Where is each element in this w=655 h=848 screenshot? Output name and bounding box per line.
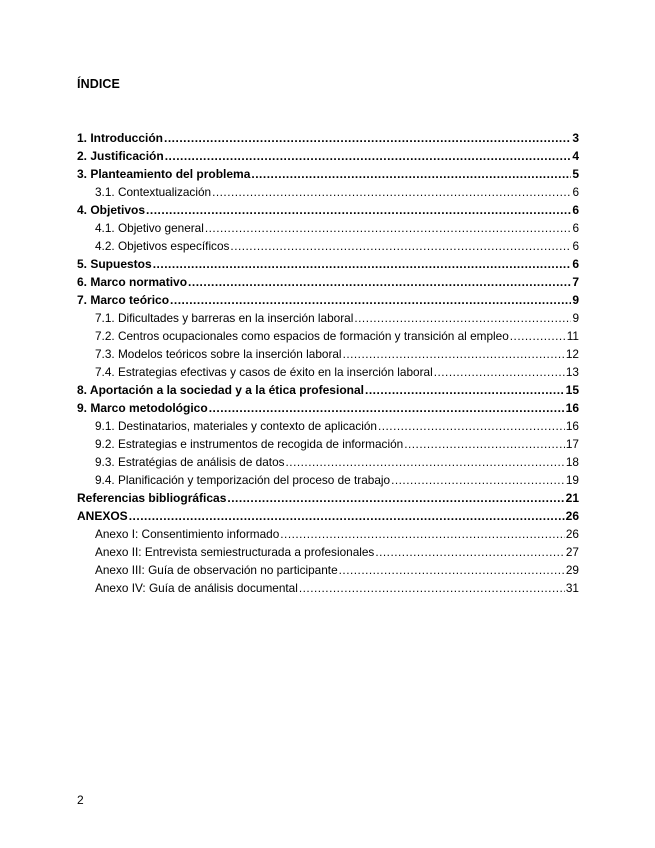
toc-leader-dots: [434, 363, 565, 381]
toc-entry-page: 13: [565, 365, 579, 379]
toc-leader-dots: [188, 273, 571, 291]
toc-leader-dots: [227, 489, 564, 507]
toc-entry-label: Anexo I: Consentimiento informado: [95, 527, 280, 541]
toc-entry-label: 3. Planteamiento del problema: [77, 167, 251, 181]
toc-entry[interactable]: [77, 201, 579, 219]
toc-subentry[interactable]: [77, 417, 579, 435]
toc-leader-dots: [230, 237, 571, 255]
toc-leader-dots: [153, 255, 572, 273]
toc-leader-dots: [170, 291, 571, 309]
toc-annex-entry[interactable]: [77, 525, 579, 543]
toc-entry-label: 8. Aportación a la sociedad y a la ética profesional: [77, 383, 364, 397]
toc-entry-page: 12: [565, 347, 579, 361]
toc-entry-page: 6: [572, 185, 579, 199]
toc-entry-label: 9. Marco metodológico: [77, 401, 208, 415]
toc-entry-page: 26: [565, 509, 579, 523]
toc-leader-dots: [251, 165, 571, 183]
toc-entry-label: 7.3. Modelos teóricos sobre la inserción laboral: [95, 347, 342, 361]
page-number: 2: [77, 793, 84, 807]
toc-leader-dots: [343, 345, 565, 363]
toc-entry-page: 26: [565, 527, 579, 541]
toc-entry-page: 18: [565, 455, 579, 469]
toc-entry-label: 1. Introducción: [77, 131, 164, 145]
toc-entry[interactable]: [77, 291, 579, 309]
toc-entry[interactable]: [77, 147, 579, 165]
toc-entry-label: 9.2. Estrategias e instrumentos de recogida de información: [95, 437, 404, 451]
toc-subentry[interactable]: [77, 453, 579, 471]
toc-leader-dots: [354, 309, 571, 327]
toc-entry-page: 6: [572, 203, 579, 217]
toc-entry[interactable]: [77, 399, 579, 417]
toc-entry[interactable]: [77, 129, 579, 147]
toc-entry-page: 9: [572, 311, 579, 325]
toc-entry-label: 4. Objetivos: [77, 203, 146, 217]
toc-entry-page: 4: [572, 149, 579, 163]
toc-entry-page: 29: [565, 563, 579, 577]
toc-entry-label: ANEXOS: [77, 509, 128, 523]
toc-entry-page: 21: [565, 491, 579, 505]
toc-entry-label: 9.4. Planificación y temporización del proceso de trabajo: [95, 473, 391, 487]
toc-entry-label: Referencias bibliográficas: [77, 491, 227, 505]
toc-entry-page: 16: [565, 419, 579, 433]
toc-entry-label: 2. Justificación: [77, 149, 164, 163]
toc-leader-dots: [391, 471, 565, 489]
toc-entry-page: 5: [572, 167, 579, 181]
toc-entry-label: 7. Marco teórico: [77, 293, 170, 307]
toc-entry-label: 4.1. Objetivo general: [95, 221, 204, 235]
toc-entry[interactable]: [77, 273, 579, 291]
toc-entry-label: 7.2. Centros ocupacionales como espacios de formación y transición al empleo: [95, 329, 509, 343]
toc-entry-label: Anexo III: Guía de observación no participante: [95, 563, 338, 577]
toc-entry-label: 9.1. Destinatarios, materiales y contexto de aplicación: [95, 419, 377, 433]
toc-entry-page: 31: [565, 581, 579, 595]
toc-leader-dots: [164, 129, 571, 147]
toc-entry-page: 6: [572, 221, 579, 235]
toc-subentry[interactable]: [77, 327, 579, 345]
toc-subentry[interactable]: [77, 363, 579, 381]
toc-leader-dots: [209, 399, 565, 417]
toc-entry-page: 9: [572, 293, 579, 307]
toc-annex-entry[interactable]: [77, 543, 579, 561]
toc-entry-page: 19: [565, 473, 579, 487]
toc-entry[interactable]: [77, 489, 579, 507]
toc-entry-page: 3: [572, 131, 579, 145]
toc-entry-label: 3.1. Contextualización: [95, 185, 212, 199]
toc-subentry[interactable]: [77, 309, 579, 327]
toc-leader-dots: [510, 327, 566, 345]
toc-entry-page: 6: [572, 239, 579, 253]
toc-entry-label: 9.3. Estratégias de análisis de datos: [95, 455, 285, 469]
toc-leader-dots: [212, 183, 571, 201]
toc-entry-label: Anexo II: Entrevista semiestructurada a profesionales: [95, 545, 375, 559]
toc-leader-dots: [404, 435, 565, 453]
toc-leader-dots: [165, 147, 572, 165]
toc-subentry[interactable]: [77, 183, 579, 201]
toc-leader-dots: [280, 525, 565, 543]
toc-subentry[interactable]: [77, 345, 579, 363]
toc-entry[interactable]: [77, 507, 579, 525]
toc-entry-label: 4.2. Objetivos específicos: [95, 239, 230, 253]
toc-entry[interactable]: [77, 165, 579, 183]
toc-entry-page: 11: [566, 329, 579, 343]
toc-annex-entry[interactable]: [77, 561, 579, 579]
toc-leader-dots: [129, 507, 565, 525]
toc-leader-dots: [365, 381, 565, 399]
toc-leader-dots: [205, 219, 572, 237]
toc-leader-dots: [375, 543, 565, 561]
table-of-contents: [77, 129, 579, 597]
toc-entry-page: 6: [572, 257, 579, 271]
toc-entry[interactable]: [77, 255, 579, 273]
toc-entry-page: 15: [565, 383, 579, 397]
toc-leader-dots: [286, 453, 565, 471]
toc-leader-dots: [378, 417, 565, 435]
toc-entry-page: 16: [565, 401, 579, 415]
toc-entry-label: 6. Marco normativo: [77, 275, 188, 289]
toc-entry-label: 5. Supuestos: [77, 257, 152, 271]
toc-entry-label: 7.4. Estrategias efectivas y casos de éxito en la inserción laboral: [95, 365, 433, 379]
toc-entry-page: 27: [565, 545, 579, 559]
toc-annex-entry[interactable]: [77, 579, 579, 597]
page-title: ÍNDICE: [77, 77, 120, 91]
toc-leader-dots: [146, 201, 571, 219]
toc-entry-page: 7: [572, 275, 579, 289]
toc-leader-dots: [339, 561, 565, 579]
toc-entry[interactable]: [77, 381, 579, 399]
toc-leader-dots: [299, 579, 565, 597]
toc-entry-label: 7.1. Dificultades y barreras en la inserción laboral: [95, 311, 354, 325]
toc-subentry[interactable]: [77, 219, 579, 237]
toc-subentry[interactable]: [77, 237, 579, 255]
toc-subentry[interactable]: [77, 471, 579, 489]
toc-entry-label: Anexo IV: Guía de análisis documental: [95, 581, 298, 595]
toc-subentry[interactable]: [77, 435, 579, 453]
toc-entry-page: 17: [565, 437, 579, 451]
